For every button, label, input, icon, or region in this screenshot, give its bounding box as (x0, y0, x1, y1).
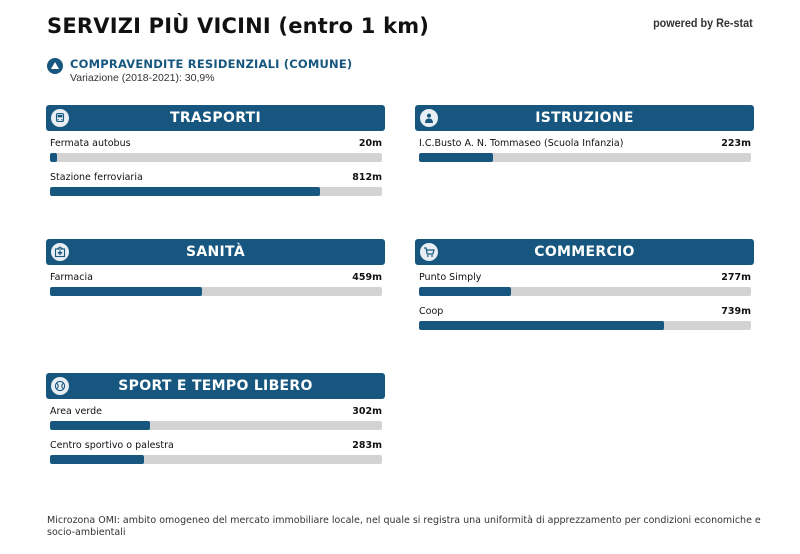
cart-icon (420, 243, 438, 261)
tennis-ball-icon (51, 377, 69, 395)
distance-bar-fill (50, 287, 202, 296)
service-name: I.C.Busto A. N. Tommaseo (Scuola Infanzia) (419, 138, 624, 149)
service-distance: 277m (721, 272, 751, 283)
list-item (50, 399, 382, 433)
panel-title-istruzione: ISTRUZIONE (535, 110, 634, 126)
bus-icon (51, 109, 69, 127)
service-name: Fermata autobus (50, 138, 131, 149)
panel-title-trasporti: TRASPORTI (169, 110, 262, 126)
panel-trasporti (46, 105, 385, 199)
service-distance: 283m (352, 440, 382, 451)
triangle-up-icon (47, 58, 63, 74)
distance-bar-fill (419, 321, 664, 330)
list-item (50, 433, 382, 467)
list-item (50, 265, 382, 299)
list-item (419, 131, 751, 165)
service-distance: 302m (352, 406, 382, 417)
service-distance: 223m (721, 138, 751, 149)
distance-bar-track (419, 287, 751, 296)
service-name: Farmacia (50, 272, 93, 283)
panel-header-istruzione (415, 105, 754, 131)
panel-title-sport: SPORT E TEMPO LIBERO (118, 378, 313, 394)
panel-header-commercio (415, 239, 754, 265)
service-name: Stazione ferroviaria (50, 172, 143, 183)
list-item (419, 299, 751, 333)
distance-bar-fill (50, 187, 320, 196)
service-distance: 459m (352, 272, 382, 283)
hospital-icon (51, 243, 69, 261)
panel-commercio (415, 239, 754, 333)
service-distance: 20m (358, 138, 382, 149)
service-distance: 812m (352, 172, 382, 183)
service-distance: 739m (721, 306, 751, 317)
distance-bar-track (50, 287, 382, 296)
panel-title-sanita: SANITÀ (186, 244, 245, 260)
distance-bar-track (50, 455, 382, 464)
panel-sanita (46, 239, 385, 299)
distance-bar-fill (50, 421, 150, 430)
list-item (419, 265, 751, 299)
panel-sport (46, 373, 385, 467)
service-name: Centro sportivo o palestra (50, 440, 174, 451)
distance-bar-fill (419, 287, 511, 296)
distance-bar-track (50, 421, 382, 430)
list-item (50, 131, 382, 165)
panel-list-istruzione (415, 131, 754, 165)
distance-bar-track (419, 321, 751, 330)
service-name: Coop (419, 306, 444, 317)
distance-bar-fill (50, 455, 144, 464)
distance-bar-fill (50, 153, 57, 162)
distance-bar-track (419, 153, 751, 162)
panel-header-trasporti (46, 105, 385, 131)
list-item (50, 165, 382, 199)
distance-bar-track (50, 187, 382, 196)
stat-subtitle: Variazione (2018-2021): 30,9% (70, 72, 215, 84)
distance-bar-fill (419, 153, 493, 162)
distance-bar-track (50, 153, 382, 162)
panel-header-sport (46, 373, 385, 399)
panel-list-sport (46, 399, 385, 467)
page-title: SERVIZI PIÙ VICINI (entro 1 km) (47, 14, 430, 38)
panel-list-trasporti (46, 131, 385, 199)
panel-list-sanita (46, 265, 385, 299)
service-name: Area verde (50, 406, 102, 417)
panel-header-sanita (46, 239, 385, 265)
school-icon (420, 109, 438, 127)
panel-istruzione (415, 105, 754, 165)
footnote: Microzona OMI: ambito omogeneo del mercato immobiliare locale, nel quale si registra una uniformità di apprezzamento per condizioni economiche e socio-ambientali (47, 515, 761, 538)
powered-by-label: powered by Re-stat (653, 16, 753, 30)
stat-title: COMPRAVENDITE RESIDENZIALI (COMUNE) (70, 57, 353, 71)
panel-title-commercio: COMMERCIO (534, 244, 635, 260)
panel-list-commercio (415, 265, 754, 333)
service-name: Punto Simply (419, 272, 482, 283)
